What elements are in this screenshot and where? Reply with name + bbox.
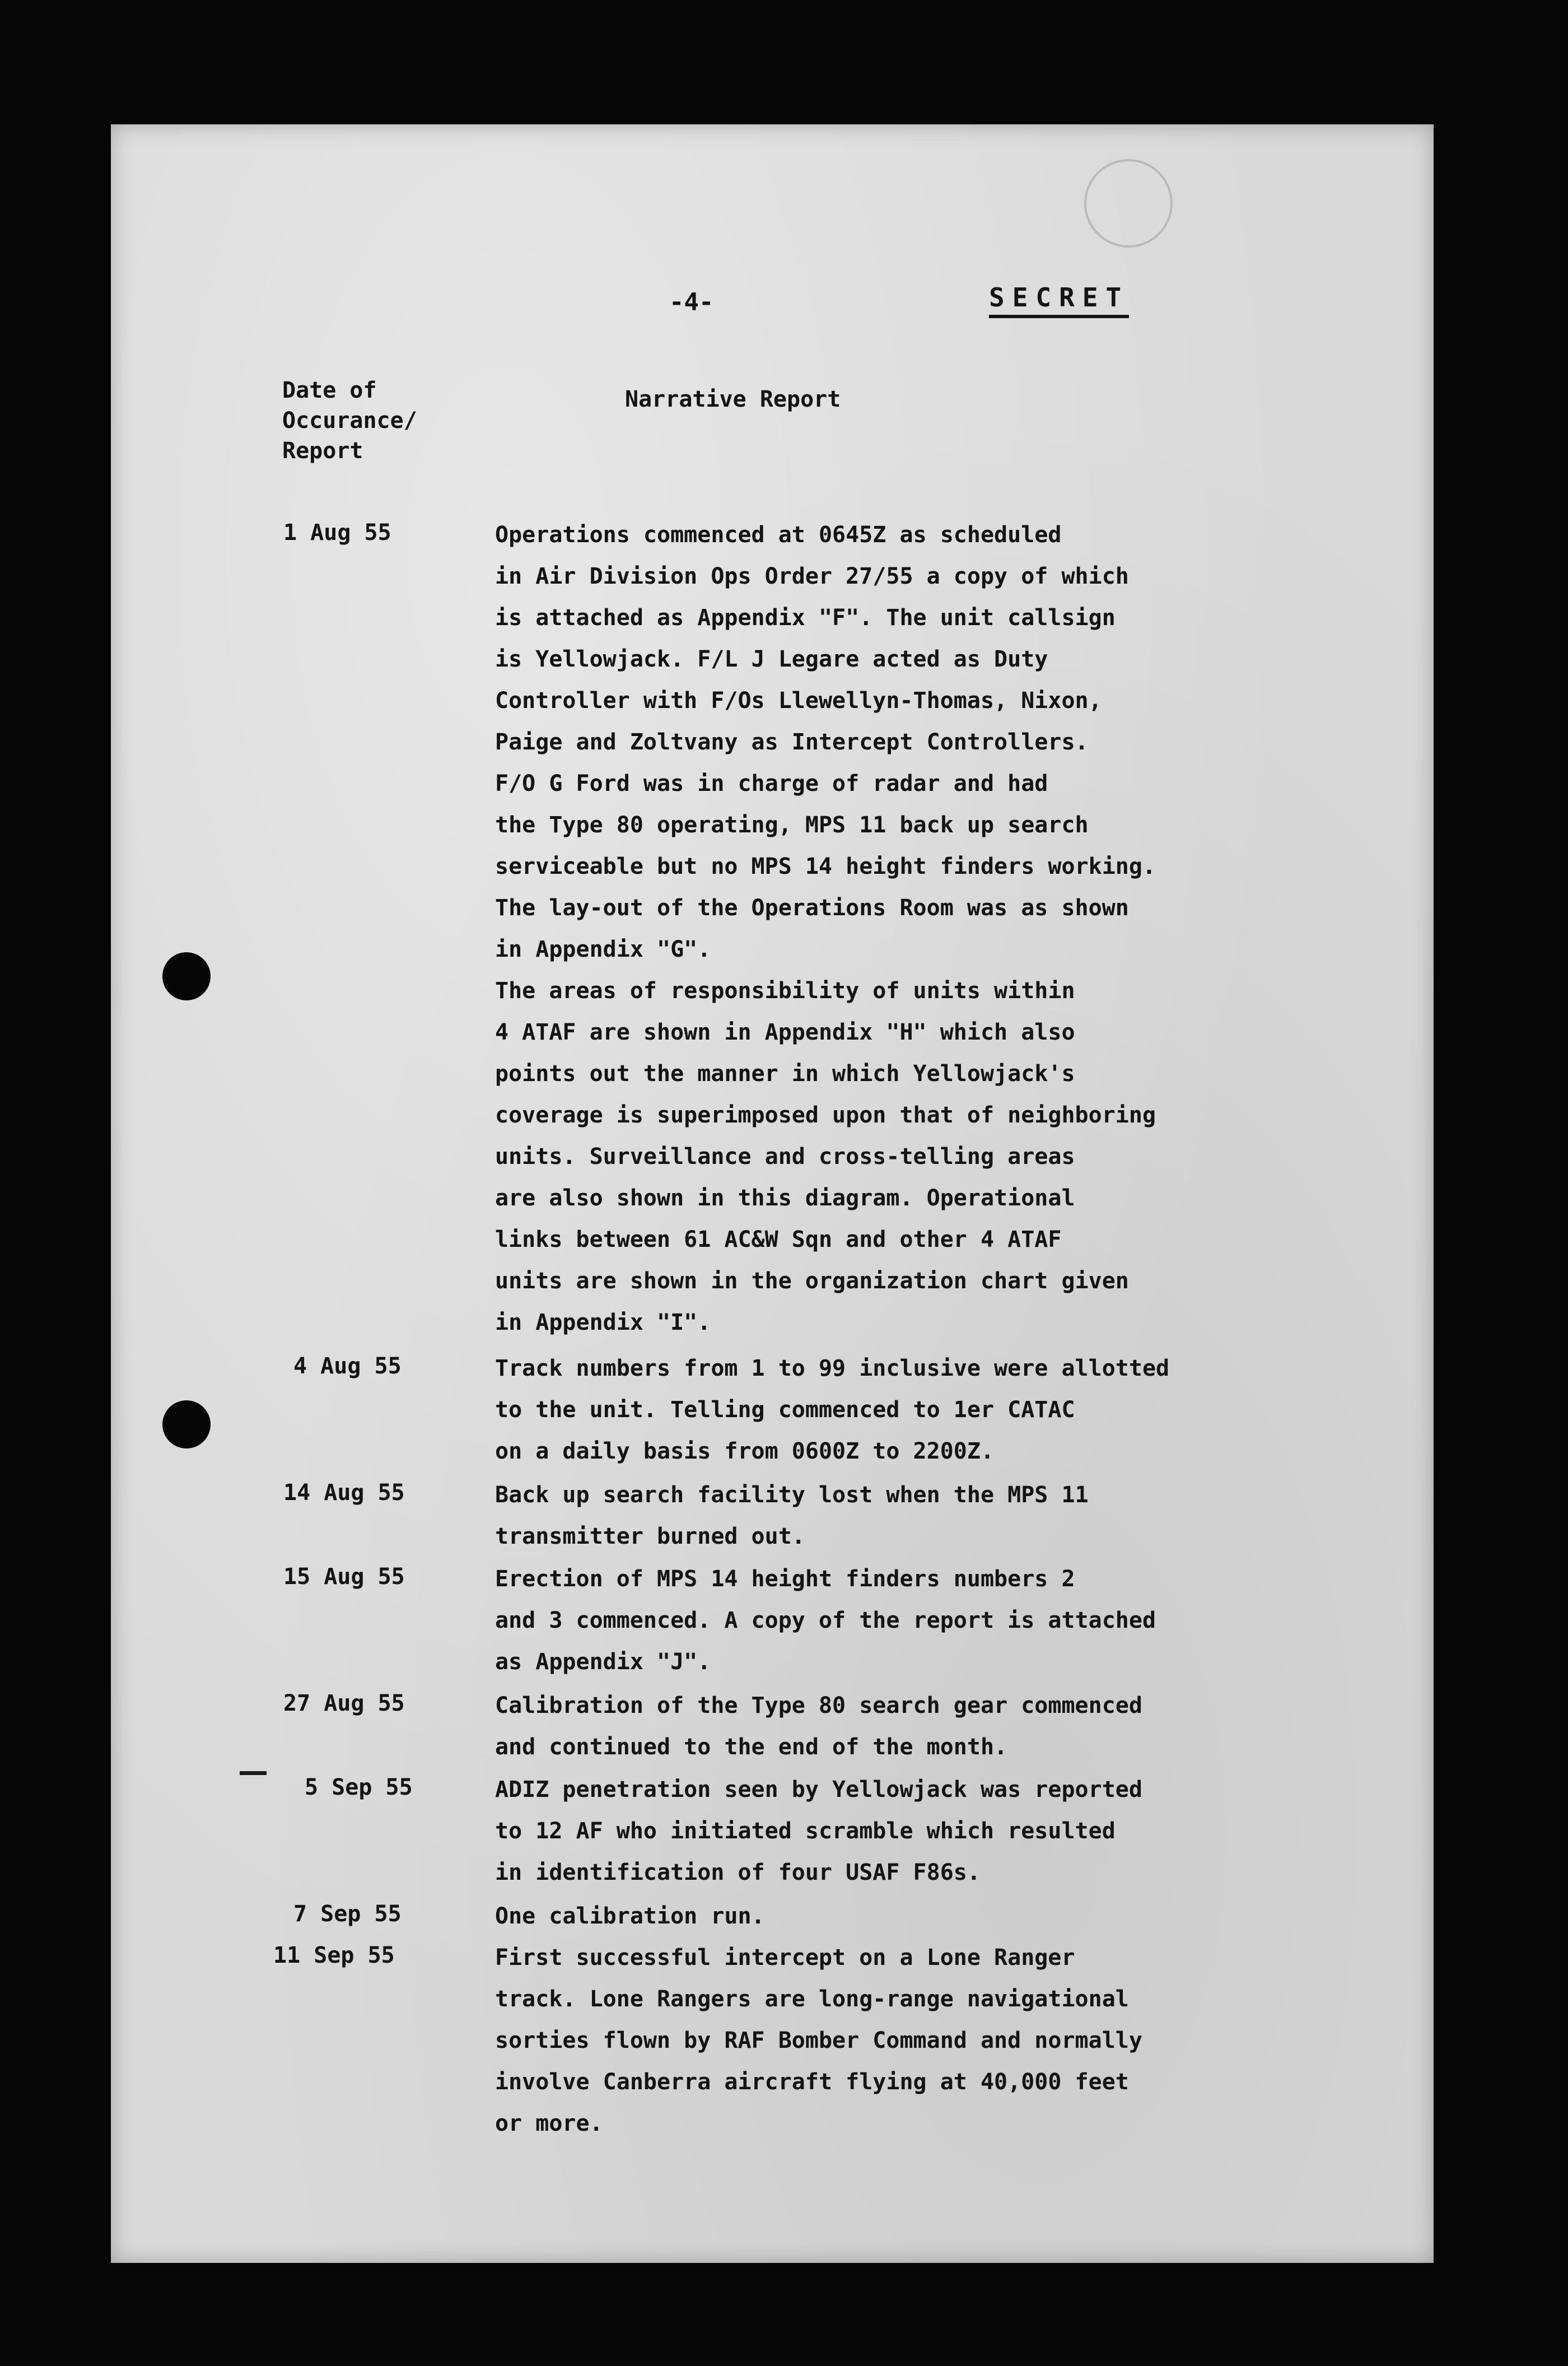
entry-date: 11 Sep 55 (273, 1943, 395, 1968)
page-number: -4- (669, 288, 714, 316)
narrative-line: are also shown in this diagram. Operational (495, 1185, 1075, 1211)
narrative-column-heading: Narrative Report (625, 386, 841, 412)
narrative-line: is attached as Appendix "F". The unit callsign (495, 605, 1116, 631)
narrative-line: in Air Division Ops Order 27/55 a copy of which (495, 563, 1129, 589)
entry-date: 4 Aug 55 (293, 1353, 402, 1379)
narrative-line: The lay-out of the Operations Room was as shown (495, 895, 1129, 921)
binder-hole (162, 1400, 211, 1449)
narrative-line: transmitter burned out. (495, 1524, 805, 1549)
narrative-line: One calibration run. (495, 1903, 765, 1929)
narrative-line: track. Lone Rangers are long-range navigational (495, 1986, 1129, 2012)
narrative-line: units are shown in the organization chart given (495, 1268, 1129, 1294)
narrative-line: Calibration of the Type 80 search gear commenced (495, 1693, 1142, 1718)
document-page (111, 124, 1434, 2263)
entry-narrative (495, 1558, 1156, 1683)
narrative-line: or more. (495, 2111, 603, 2136)
entry-date: 15 Aug 55 (283, 1564, 405, 1590)
narrative-line: in Appendix "I". (495, 1310, 711, 1335)
entry-date: 5 Sep 55 (305, 1775, 413, 1800)
binder-hole (162, 952, 211, 1000)
narrative-line: in identification of four USAF F86s. (495, 1860, 981, 1885)
narrative-line: Paige and Zoltvany as Intercept Controllers. (495, 729, 1089, 755)
narrative-line: Back up search facility lost when the MPS 11 (495, 1482, 1089, 1508)
date-heading-line: Report (282, 438, 363, 464)
faint-stamp-mark (1084, 159, 1173, 248)
entry-narrative (495, 514, 1156, 1343)
date-column-heading (282, 375, 417, 466)
narrative-line: coverage is superimposed upon that of neighboring (495, 1102, 1156, 1128)
entry-narrative (495, 1474, 1089, 1557)
entry-date: 1 Aug 55 (283, 520, 391, 546)
narrative-line: sorties flown by RAF Bomber Command and normally (495, 2028, 1142, 2053)
narrative-line: links between 61 AC&W Sqn and other 4 ATAF (495, 1227, 1062, 1252)
narrative-line: as Appendix "J". (495, 1649, 711, 1675)
narrative-line: is Yellowjack. F/L J Legare acted as Duty (495, 646, 1048, 672)
narrative-line: serviceable but no MPS 14 height finders working. (495, 854, 1156, 879)
entry-date: 27 Aug 55 (283, 1690, 405, 1716)
entry-date: 7 Sep 55 (293, 1901, 402, 1927)
narrative-line: to 12 AF who initiated scramble which resulted (495, 1818, 1116, 1844)
classification-marking: SECRET (989, 282, 1129, 318)
date-heading-line: Occurance/ (282, 408, 417, 434)
narrative-line: involve Canberra aircraft flying at 40,000 feet (495, 2069, 1129, 2095)
narrative-line: units. Surveillance and cross-telling areas (495, 1144, 1075, 1170)
entry-narrative (495, 1348, 1169, 1472)
narrative-line: Controller with F/Os Llewellyn-Thomas, Nixon, (495, 688, 1102, 714)
narrative-line: Erection of MPS 14 height finders numbers 2 (495, 1566, 1075, 1592)
narrative-line: Operations commenced at 0645Z as scheduled (495, 522, 1062, 548)
narrative-line: and 3 commenced. A copy of the report is attached (495, 1608, 1156, 1633)
narrative-line: The areas of responsibility of units within (495, 978, 1075, 1004)
entry-narrative (495, 1769, 1142, 1893)
narrative-line: First successful intercept on a Lone Ranger (495, 1945, 1075, 1971)
date-heading-line: Date of (282, 378, 377, 403)
margin-mark (240, 1771, 267, 1775)
narrative-line: points out the manner in which Yellowjack's (495, 1061, 1075, 1087)
entry-narrative (495, 1895, 765, 1937)
entry-date: 14 Aug 55 (283, 1480, 405, 1506)
entry-narrative (495, 1937, 1142, 2144)
narrative-line: in Appendix "G". (495, 937, 711, 962)
narrative-line: 4 ATAF are shown in Appendix "H" which also (495, 1019, 1075, 1045)
narrative-line: ADIZ penetration seen by Yellowjack was reported (495, 1777, 1142, 1803)
narrative-line: Track numbers from 1 to 99 inclusive were allotted (495, 1356, 1170, 1381)
narrative-line: to the unit. Telling commenced to 1er CATAC (495, 1397, 1075, 1423)
narrative-line: F/O G Ford was in charge of radar and had (495, 771, 1048, 797)
narrative-line: on a daily basis from 0600Z to 2200Z. (495, 1438, 995, 1464)
narrative-line: the Type 80 operating, MPS 11 back up search (495, 812, 1089, 838)
narrative-line: and continued to the end of the month. (495, 1734, 1008, 1760)
entry-narrative (495, 1685, 1142, 1768)
